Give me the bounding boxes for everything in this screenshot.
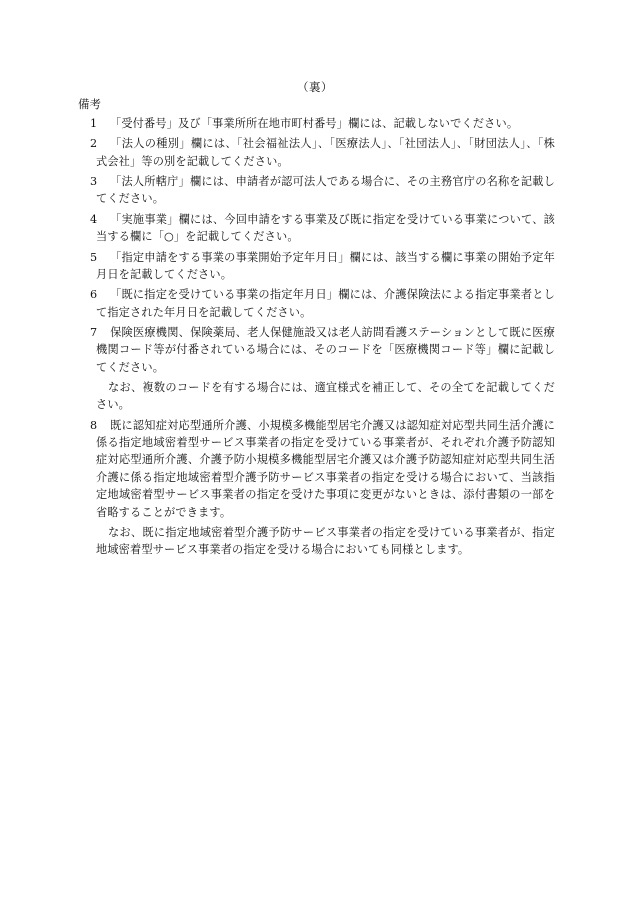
remark-number: 7 (90, 325, 98, 339)
remark-text: 「法人の種別」欄には、「社会福祉法人」、「医療法人」、「社団法人」、「財団法人」、「株式会社」等の別を記載してください。 (96, 137, 555, 168)
remark-number: 3 (90, 175, 98, 189)
remark-number: 1 (90, 117, 98, 130)
remark-number: 8 (90, 418, 98, 432)
remarks-title: 備考 (78, 97, 101, 111)
remark-item-1 (84, 115, 555, 132)
remark-item-2 (84, 135, 555, 170)
remark-item-4 (84, 211, 555, 246)
remark-text: 保険医療機関、保険薬局、老人保健施設又は老人訪問看護ステーションとして既に医療機関コード等が付番されている場合には、そのコードを「医療機関コード等」欄に記載してください。 (96, 325, 555, 374)
remark-item-8 (84, 417, 555, 521)
remark-item-3 (84, 173, 555, 208)
remark-item-8-supplement: なお、既に指定地域密着型介護予防サービス事業者の指定を受けている事業者が、指定地域密着型サービス事業者の指定を受ける場合においても同様とします。 (96, 525, 555, 557)
remark-number: 2 (90, 137, 98, 151)
remark-number: 6 (90, 288, 98, 302)
remarks-list (84, 115, 555, 562)
remark-item-6 (84, 286, 555, 321)
remark-text: 「指定申請をする事業の事業開始予定年月日」欄には、該当する欄に事業の開始予定年月日を記載してください。 (96, 250, 555, 281)
page-heading: （裏） (297, 80, 333, 94)
remark-text: 「実施事業」欄には、今回申請をする事業及び既に指定を受けている事業について、該当する欄に「○」を記載してください。 (96, 212, 555, 244)
remark-text: 「受付番号」及び「事業所所在地市町村番号」欄には、記載しないでください。 (110, 117, 519, 130)
remark-text: 既に認知症対応型通所介護、小規模多機能型居宅介護又は認知症対応型共同生活介護に係る指定地域密着型サービス事業者の指定を受けている事業者が、それぞれ介護予防認知症対応型通所介護、介護予防小規模多機能型居宅介護又は介護予防認知症対応型共同生活介護に係る指定地域密着型介護予防サービス事業者の指定を受ける場合において、当該指定地域密着型サービス事業者の指定を受けた事項に変更がないときは、添付書類の一部を省略することができます。 (96, 418, 555, 519)
remark-item-7 (84, 324, 555, 376)
remark-item-7-supplement: なお、複数のコードを有する場合には、適宜様式を補正して、その全てを記載してください。 (96, 381, 555, 412)
remark-number: 5 (90, 250, 98, 264)
remark-text: 「法人所轄庁」欄には、申請者が認可法人である場合に、その主務官庁の名称を記載してください。 (96, 175, 555, 206)
remark-number: 4 (90, 212, 98, 226)
remark-text: 「既に指定を受けている事業の指定年月日」欄には、介護保険法による指定事業者として指定された年月日を記載してください。 (96, 288, 555, 319)
remark-item-5 (84, 249, 555, 284)
